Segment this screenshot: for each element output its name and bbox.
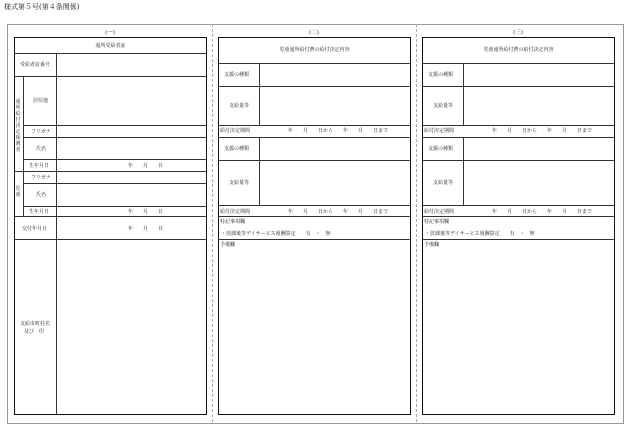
birthdate-label: 生年月日 bbox=[29, 163, 50, 169]
column-separator bbox=[416, 24, 417, 422]
divider bbox=[218, 205, 411, 206]
notes-label: 特記事項欄 bbox=[424, 219, 450, 225]
service-type-label: 支援の種類 bbox=[224, 146, 250, 152]
divider bbox=[422, 239, 615, 240]
period-value: 年 月 日から 年 月 日まで bbox=[492, 128, 593, 134]
section-heading-3: (三) bbox=[513, 30, 523, 36]
form-title: 通所受給者証 bbox=[95, 43, 126, 49]
divider bbox=[14, 239, 207, 240]
form-number-header: 様式第５号(第４条関係) bbox=[4, 3, 80, 11]
divider bbox=[218, 137, 411, 138]
period-value: 年 月 日から 年 月 日まで bbox=[288, 128, 389, 134]
divider bbox=[23, 206, 207, 207]
divider bbox=[23, 159, 207, 160]
service-type-label: 支援の種類 bbox=[224, 72, 250, 78]
reserve-label: 予備欄 bbox=[424, 242, 440, 248]
divider bbox=[422, 63, 615, 64]
divider bbox=[14, 216, 207, 217]
panel-title: 児童通所給付費の給付決定内容 bbox=[279, 47, 350, 53]
divider bbox=[422, 216, 615, 217]
divider bbox=[14, 76, 207, 77]
child-furigana-label: フリガナ bbox=[31, 175, 51, 181]
section-heading-2: (二) bbox=[309, 30, 319, 36]
panel-title: 児童通所給付費の給付決定内容 bbox=[483, 47, 554, 53]
divider bbox=[218, 63, 411, 64]
furigana-label: フリガナ bbox=[31, 129, 51, 135]
divider bbox=[422, 86, 615, 87]
divider bbox=[56, 53, 57, 415]
divider bbox=[463, 63, 464, 125]
benefit-decision-panel-2 bbox=[218, 37, 411, 415]
child-group-label: 児童 bbox=[15, 186, 21, 198]
divider bbox=[218, 216, 411, 217]
divider bbox=[259, 63, 260, 125]
period-value: 年 月 日から 年 月 日まで bbox=[492, 209, 593, 215]
municipality-label-line2: 及び 印 bbox=[24, 329, 45, 335]
child-name-label: 氏名 bbox=[36, 192, 47, 198]
municipality-label-line1: 支給市町村名 bbox=[20, 321, 51, 327]
period-label: 給付決定期間 bbox=[424, 209, 455, 215]
address-label: 居住地 bbox=[33, 98, 49, 104]
divider bbox=[259, 137, 260, 205]
divider bbox=[23, 183, 207, 184]
recipient-number-label: 受給者証番号 bbox=[20, 62, 51, 68]
divider bbox=[14, 53, 207, 54]
divider bbox=[422, 125, 615, 126]
name-label: 氏名 bbox=[36, 146, 47, 152]
divider bbox=[463, 137, 464, 205]
notes-label: 特記事項欄 bbox=[220, 219, 246, 225]
benefit-decision-panel-3 bbox=[422, 37, 615, 415]
issue-date-value: 年 月 日 bbox=[128, 226, 164, 232]
divider bbox=[422, 160, 615, 161]
section-heading-1: (一) bbox=[105, 30, 115, 36]
child-birthdate-label: 生年月日 bbox=[29, 209, 50, 215]
period-label: 給付決定期間 bbox=[424, 128, 455, 134]
period-label: 給付決定期間 bbox=[220, 209, 251, 215]
service-type-label: 支援の種類 bbox=[428, 72, 454, 78]
birthdate-value: 年 月 日 bbox=[128, 163, 164, 169]
period-label: 給付決定期間 bbox=[220, 128, 251, 134]
divider bbox=[422, 137, 615, 138]
divider bbox=[23, 76, 24, 216]
divider bbox=[23, 125, 207, 126]
amount-label: 支給量等 bbox=[229, 180, 250, 186]
divider bbox=[14, 171, 207, 172]
guardian-group-label: 通所給付決定保護者 bbox=[15, 99, 21, 153]
issue-date-label: 交付年月日 bbox=[22, 226, 48, 232]
divider bbox=[218, 86, 411, 87]
period-value: 年 月 日から 年 月 日まで bbox=[288, 209, 389, 215]
amount-label: 支給量等 bbox=[433, 103, 454, 109]
divider bbox=[218, 239, 411, 240]
service-type-label: 支援の種類 bbox=[428, 146, 454, 152]
divider bbox=[422, 205, 615, 206]
amount-label: 支給量等 bbox=[433, 180, 454, 186]
reserve-label: 予備欄 bbox=[220, 242, 236, 248]
child-birthdate-value: 年 月 日 bbox=[128, 209, 164, 215]
divider bbox=[218, 125, 411, 126]
amount-label: 支給量等 bbox=[229, 103, 250, 109]
divider bbox=[218, 160, 411, 161]
divider bbox=[23, 137, 207, 138]
column-separator bbox=[212, 24, 213, 422]
notes-value: ・放課後等デイサービス報酬算定 有 ・ 無 bbox=[425, 231, 535, 237]
notes-value: ・放課後等デイサービス報酬算定 有 ・ 無 bbox=[221, 231, 331, 237]
